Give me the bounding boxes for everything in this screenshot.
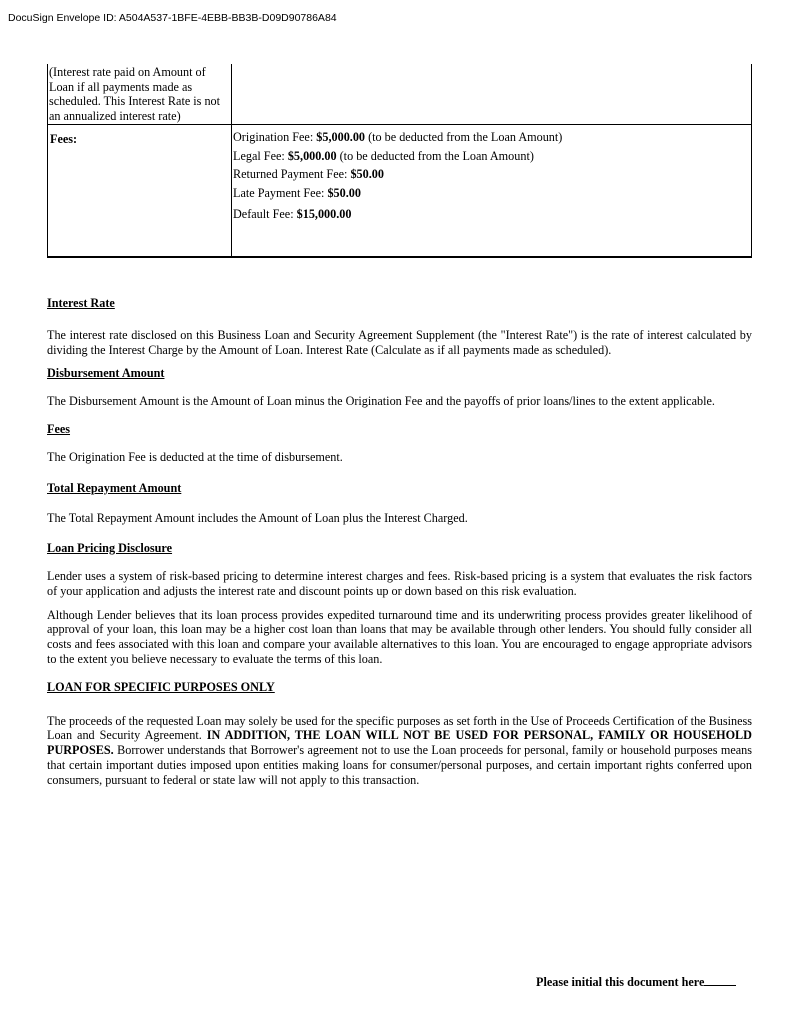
fee-label: Legal Fee: (233, 148, 288, 163)
fee-amount: $5,000.00 (316, 130, 366, 144)
disbursement-text: The Disbursement Amount is the Amount of Loan minus the Origination Fee and the payoffs of prior loans/lines to the extent applicable. (47, 394, 715, 409)
disclosure-body (47, 296, 752, 788)
initial-field[interactable] (704, 974, 736, 986)
interest-rate-row (48, 64, 752, 125)
initial-prompt-text: Please initial this document here (536, 975, 705, 989)
fee-line-late-payment (233, 186, 751, 201)
specific-purposes-bold-statement: IN ADDITION, THE LOAN WILL NOT BE USED FOR PERSONAL, FAMILY OR HOUSEHOLD PURPOSES. (47, 728, 752, 758)
fee-line-default (233, 207, 751, 222)
docusign-envelope-id: DocuSign Envelope ID: A504A537-1BFE-4EBB-BB3B-D09D90786A84 (8, 12, 337, 24)
fees-heading: Fees (47, 421, 71, 436)
fee-label: Default Fee: (233, 206, 297, 221)
fee-label: Returned Payment Fee: (233, 167, 351, 182)
specific-purposes-text (47, 714, 752, 788)
total-repayment-text: The Total Repayment Amount includes the Amount of Loan plus the Interest Charged. (47, 511, 468, 526)
fee-amount: $50.00 (350, 167, 384, 182)
interest-rate-text: The interest rate disclosed on this Business Loan and Security Agreement Supplement (the "Interest Rate") is the rate of interest calculated by dividing the Interest Charge by the Amount of Loan. Interest Rate (Calculate as if all payments made as scheduled). (47, 327, 752, 357)
fees-label-cell: Fees: (48, 125, 232, 258)
fee-line-returned-payment (233, 167, 751, 182)
fees-value-cell (232, 125, 752, 258)
fee-amount: $5,000.00 (287, 148, 337, 163)
fee-list (232, 125, 751, 221)
fee-note: (to be deducted from the Loan Amount) (336, 148, 534, 163)
fee-amount: $15,000.00 (296, 206, 352, 221)
initial-prompt (536, 974, 736, 990)
fee-line-origination (233, 130, 751, 145)
fees-text: The Origination Fee is deducted at the time of disbursement. (47, 449, 343, 464)
fee-label: Origination Fee: (233, 130, 317, 144)
interest-rate-heading: Interest Rate (47, 296, 115, 310)
fee-label: Late Payment Fee: (233, 185, 328, 200)
fee-amount: $50.00 (327, 185, 361, 200)
fee-note: (to be deducted from the Loan Amount) (365, 130, 563, 144)
loan-pricing-text-1: Lender uses a system of risk-based pricing to determine interest charges and fees. Risk-based pricing is a system that evaluates the risk factors of your application and adjusts the interest rate and discount points up or down based on this risk evaluation. (47, 568, 752, 598)
fee-line-legal (233, 149, 751, 164)
loan-pricing-heading: Loan Pricing Disclosure (47, 541, 173, 556)
fees-row (48, 125, 752, 258)
disbursement-heading: Disbursement Amount (47, 366, 165, 381)
interest-rate-label-cell: (Interest rate paid on Amount of Loan if all payments made as scheduled. This Interest Rate is not an annualized interest rate) (48, 64, 232, 125)
loan-pricing-text-2: Although Lender believes that its loan process provides expedited turnaround time and its underwriting process provides greater likelihood of approval of your loan, this loan may be a higher cost loan than loans that may be available through other lenders. You should fully consider all costs and fees associated with this loan and compare your available alternatives to this loan. You are encouraged to engage appropriate advisors to the extent you believe necessary to evaluate the terms of this loan. (47, 607, 752, 666)
interest-rate-value-cell (232, 64, 752, 125)
specific-purposes-text-b: Borrower understands that Borrower's agreement not to use the Loan proceeds for personal, family or household purposes means that certain important duties imposed upon entities making loans for consumer/personal purposes, and certain important rights conferred upon consumers, pursuant to federal or state law will not apply to this transaction. (47, 743, 752, 787)
specific-purposes-heading: LOAN FOR SPECIFIC PURPOSES ONLY (47, 679, 275, 694)
total-repayment-heading: Total Repayment Amount (47, 480, 182, 495)
specific-purposes-text-a: The proceeds of the requested Loan may solely be used for the specific purposes as set forth in the Use of Proceeds Certification of the Business Loan and Security Agreement. (47, 713, 752, 743)
loan-terms-table (47, 64, 752, 258)
